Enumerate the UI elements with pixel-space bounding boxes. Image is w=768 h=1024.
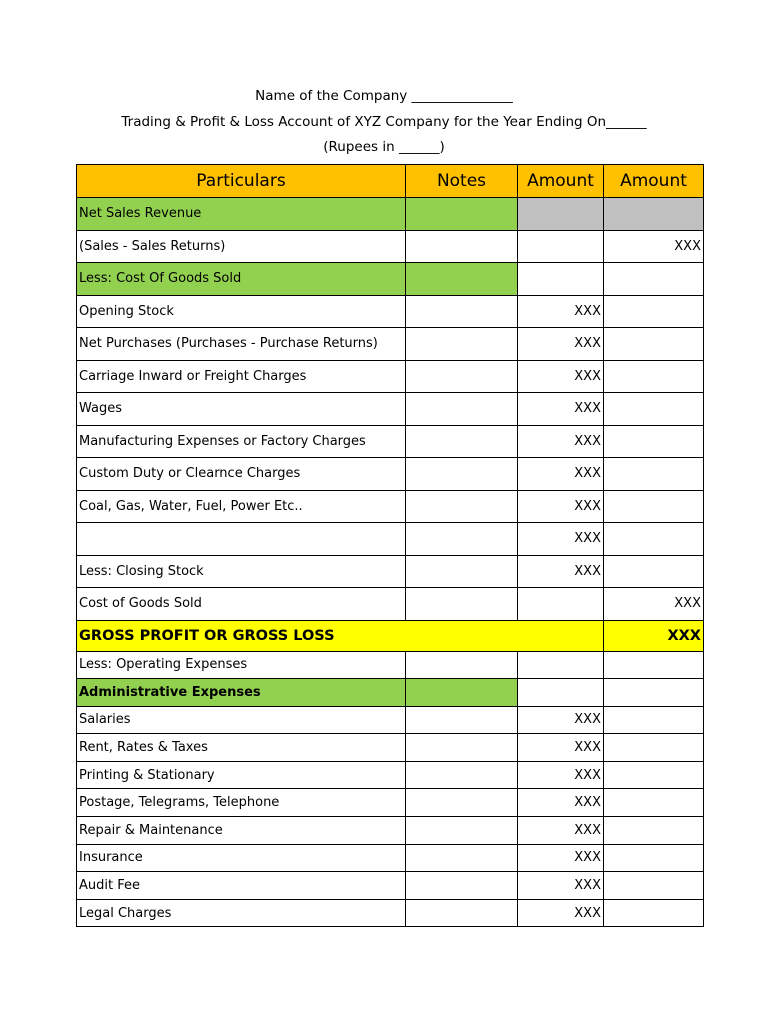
row-amount-1: XXX: [518, 458, 604, 491]
row-amount-2: [604, 555, 704, 588]
row-amount-1: [518, 679, 604, 707]
statement-title: Trading & Profit & Loss Account of XYZ Company for the Year Ending On______: [121, 114, 647, 130]
row-label: Carriage Inward or Freight Charges: [77, 360, 406, 393]
table-row: [77, 706, 704, 734]
row-notes: [406, 899, 518, 927]
row-amount-1: [518, 198, 604, 231]
row-amount-2: [604, 393, 704, 426]
row-notes: [406, 230, 518, 263]
row-amount-2: [604, 490, 704, 523]
table-header-row: [77, 165, 704, 198]
row-notes: [406, 490, 518, 523]
row-amount-1: XXX: [518, 490, 604, 523]
header-notes: Notes: [406, 165, 518, 198]
table-row: [77, 360, 704, 393]
row-label: Net Purchases (Purchases - Purchase Returns): [77, 328, 406, 361]
row-amount-1: [518, 230, 604, 263]
row-amount-1: XXX: [518, 523, 604, 556]
gross-profit-amount: XXX: [604, 620, 704, 651]
row-label: Less: Cost Of Goods Sold: [77, 263, 406, 296]
row-amount-2: [604, 761, 704, 789]
table-row: [77, 458, 704, 491]
row-notes: [406, 679, 518, 707]
row-label: Insurance: [77, 844, 406, 872]
row-notes: [406, 761, 518, 789]
row-amount-1: XXX: [518, 360, 604, 393]
row-label: Wages: [77, 393, 406, 426]
row-amount-1: [518, 263, 604, 296]
rupees-unit-line: (Rupees in ______): [323, 139, 445, 155]
row-notes: [406, 789, 518, 817]
row-notes: [406, 263, 518, 296]
row-amount-2: [604, 328, 704, 361]
table-row: [77, 328, 704, 361]
row-amount-2: [604, 872, 704, 900]
row-label: Rent, Rates & Taxes: [77, 734, 406, 762]
table-row: [77, 425, 704, 458]
gross-profit-row: [77, 620, 704, 651]
row-amount-2: [604, 425, 704, 458]
row-amount-1: XXX: [518, 328, 604, 361]
row-notes: [406, 588, 518, 621]
row-label: [77, 523, 406, 556]
table-row: [77, 523, 704, 556]
row-label: Administrative Expenses: [77, 679, 406, 707]
row-notes: [406, 393, 518, 426]
table-row: [77, 761, 704, 789]
table-row: [77, 817, 704, 845]
table-row: [77, 734, 704, 762]
row-notes: [406, 844, 518, 872]
row-notes: [406, 198, 518, 231]
row-notes: [406, 328, 518, 361]
table-row: [77, 651, 704, 679]
pl-account-table: [76, 164, 704, 927]
row-label: Salaries: [77, 706, 406, 734]
row-amount-2: [604, 734, 704, 762]
row-label: Less: Operating Expenses: [77, 651, 406, 679]
row-label: Custom Duty or Clearnce Charges: [77, 458, 406, 491]
table-row: [77, 588, 704, 621]
row-amount-1: [518, 588, 604, 621]
row-amount-2: [604, 706, 704, 734]
row-notes: [406, 523, 518, 556]
table-row: [77, 899, 704, 927]
table-row: [77, 555, 704, 588]
row-label: (Sales - Sales Returns): [77, 230, 406, 263]
row-amount-2: [604, 844, 704, 872]
row-amount-1: XXX: [518, 706, 604, 734]
row-label: Audit Fee: [77, 872, 406, 900]
row-notes: [406, 458, 518, 491]
row-amount-1: XXX: [518, 393, 604, 426]
row-label: Opening Stock: [77, 295, 406, 328]
row-label: Manufacturing Expenses or Factory Charges: [77, 425, 406, 458]
table-row: [77, 789, 704, 817]
row-amount-1: XXX: [518, 789, 604, 817]
row-amount-2: [604, 458, 704, 491]
row-amount-2: [604, 679, 704, 707]
table-row: [77, 295, 704, 328]
row-label: Printing & Stationary: [77, 761, 406, 789]
header-amount-1: Amount: [518, 165, 604, 198]
header-amount-2: Amount: [604, 165, 704, 198]
row-amount-1: XXX: [518, 844, 604, 872]
row-amount-1: XXX: [518, 761, 604, 789]
table-row: [77, 393, 704, 426]
row-label: Legal Charges: [77, 899, 406, 927]
row-amount-1: XXX: [518, 555, 604, 588]
row-label: Net Sales Revenue: [77, 198, 406, 231]
row-label: Less: Closing Stock: [77, 555, 406, 588]
row-notes: [406, 651, 518, 679]
row-label: Coal, Gas, Water, Fuel, Power Etc..: [77, 490, 406, 523]
table-row: [77, 198, 704, 231]
gross-profit-label: GROSS PROFIT OR GROSS LOSS: [77, 620, 604, 651]
row-label: Postage, Telegrams, Telephone: [77, 789, 406, 817]
row-notes: [406, 734, 518, 762]
table-row: [77, 490, 704, 523]
row-amount-2: [604, 263, 704, 296]
row-amount-2: [604, 295, 704, 328]
row-notes: [406, 555, 518, 588]
table-row: [77, 679, 704, 707]
table-row: [77, 263, 704, 296]
row-label: Repair & Maintenance: [77, 817, 406, 845]
row-amount-1: XXX: [518, 295, 604, 328]
row-notes: [406, 706, 518, 734]
row-amount-1: XXX: [518, 734, 604, 762]
row-amount-2: [604, 651, 704, 679]
row-amount-2: XXX: [604, 230, 704, 263]
company-name-line: Name of the Company _______________: [255, 88, 513, 104]
row-amount-2: [604, 198, 704, 231]
row-amount-1: XXX: [518, 425, 604, 458]
row-amount-2: [604, 899, 704, 927]
row-notes: [406, 425, 518, 458]
row-amount-2: XXX: [604, 588, 704, 621]
row-amount-2: [604, 523, 704, 556]
row-notes: [406, 872, 518, 900]
row-notes: [406, 360, 518, 393]
row-label: Cost of Goods Sold: [77, 588, 406, 621]
row-amount-2: [604, 817, 704, 845]
table-row: [77, 844, 704, 872]
row-amount-1: [518, 651, 604, 679]
row-amount-1: XXX: [518, 899, 604, 927]
row-amount-1: XXX: [518, 872, 604, 900]
row-amount-1: XXX: [518, 817, 604, 845]
row-amount-2: [604, 360, 704, 393]
table-row: [77, 872, 704, 900]
row-notes: [406, 817, 518, 845]
table-row: [77, 230, 704, 263]
row-notes: [406, 295, 518, 328]
header-particulars: Particulars: [77, 165, 406, 198]
row-amount-2: [604, 789, 704, 817]
